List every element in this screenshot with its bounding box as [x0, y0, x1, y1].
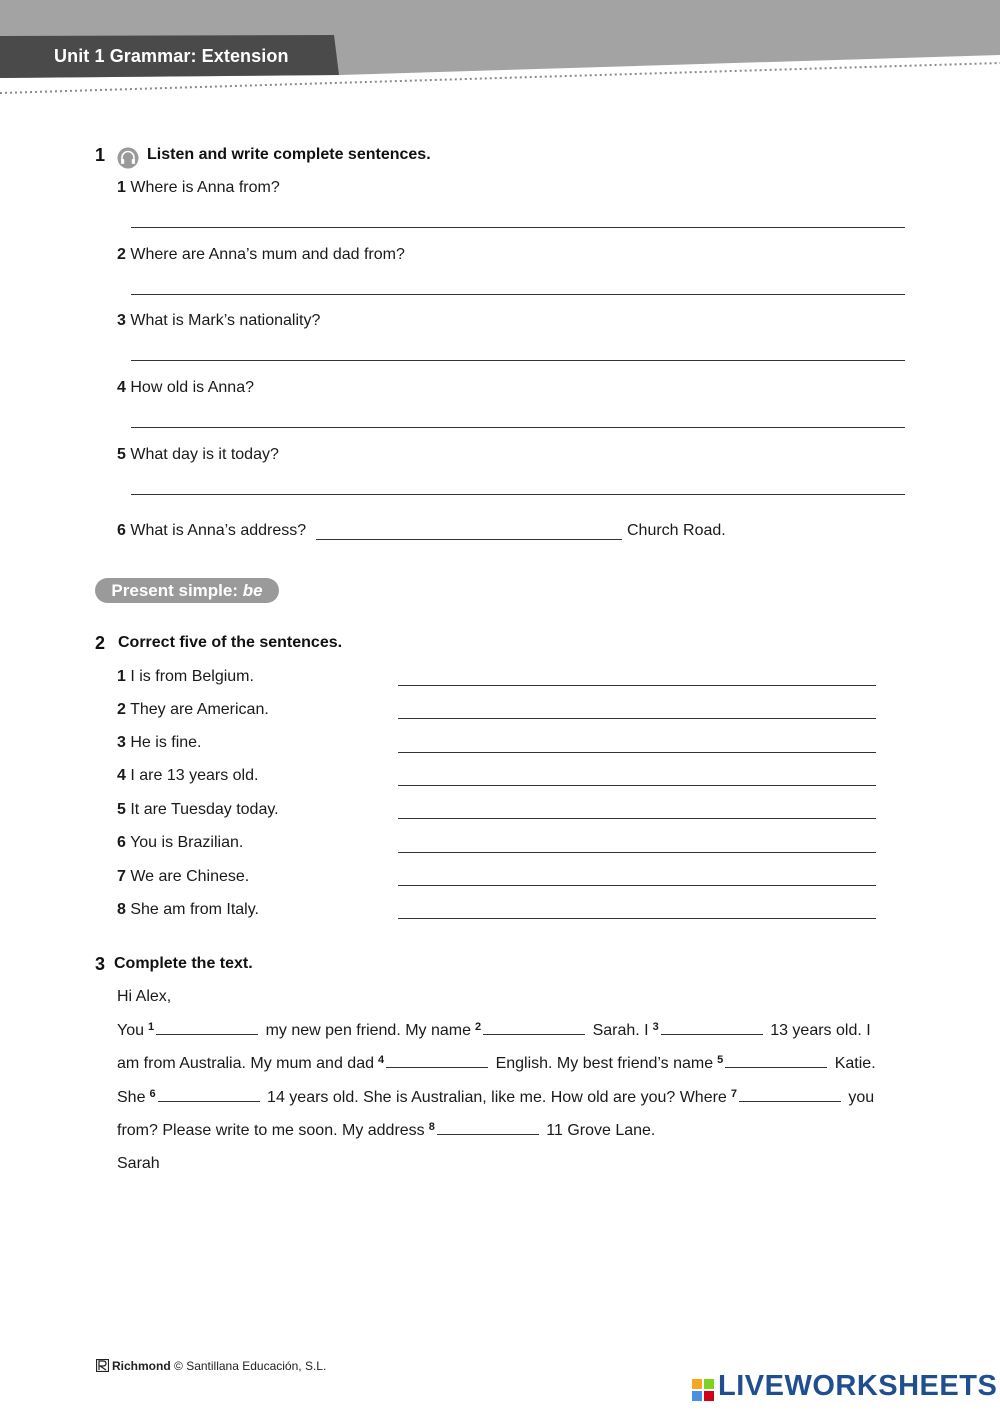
correction-line-2[interactable]: [398, 718, 876, 719]
exercise-1-number: 1: [95, 145, 106, 165]
answer-line-1[interactable]: [131, 227, 905, 228]
correction-line-7[interactable]: [398, 885, 876, 886]
exercise-2-number: 2: [95, 633, 106, 653]
answer-line-6[interactable]: [316, 539, 622, 540]
exercise-3-number: 3: [95, 954, 106, 974]
gap-1[interactable]: [156, 1033, 258, 1035]
correction-line-4[interactable]: [398, 785, 876, 786]
headphones-icon: [117, 147, 139, 169]
answer-line-2[interactable]: [131, 294, 905, 295]
letter-greeting: Hi Alex,: [117, 988, 172, 1005]
sentence-5: 5 It are Tuesday today.: [117, 801, 279, 818]
letter-line-4: from? Please write to me soon. My address $^8$ 11 Grove Lane.: [117, 1121, 656, 1139]
correction-line-8[interactable]: [398, 918, 876, 919]
sentence-7: 7 We are Chinese.: [117, 868, 250, 885]
question-1: 1 Where is Anna from?: [117, 179, 280, 196]
sentence-4: 4 I are 13 years old.: [117, 767, 259, 784]
sentence-1: 1 I is from Belgium.: [117, 668, 254, 685]
question-6-suffix: Church Road.: [627, 522, 726, 539]
question-3: 3 What is Mark’s nationality?: [117, 312, 321, 329]
gap-2[interactable]: [483, 1033, 585, 1035]
exercise-1-title: Listen and write complete sentences.: [147, 146, 431, 163]
page-title: Unit 1 Grammar: Extension: [54, 46, 289, 66]
question-2: 2 Where are Anna’s mum and dad from?: [117, 246, 405, 263]
correction-line-5[interactable]: [398, 818, 876, 819]
question-4: 4 How old is Anna?: [117, 379, 254, 396]
gap-5[interactable]: [725, 1066, 827, 1068]
letter-line-1: You $^1$ my new pen friend. My name $^2$ Sarah. I $^3$ 13 years old. I: [117, 1021, 871, 1039]
gap-7[interactable]: [739, 1100, 841, 1102]
question-6: 6 What is Anna’s address?: [117, 522, 307, 539]
gap-8[interactable]: [437, 1133, 539, 1135]
richmond-logo-icon: [96, 1359, 109, 1372]
sentence-2: 2 They are American.: [117, 701, 269, 718]
letter-line-3: She $^6$ 14 years old. She is Australian, like me. How old are you? Where $^7$ you: [117, 1088, 875, 1106]
exercise-2-title: Correct five of the sentences.: [118, 634, 343, 651]
liveworksheets-logo-icon: [692, 1373, 716, 1407]
sentence-3: 3 He is fine.: [117, 734, 202, 751]
gap-6[interactable]: [158, 1100, 260, 1102]
correction-line-6[interactable]: [398, 852, 876, 853]
answer-line-5[interactable]: [131, 494, 905, 495]
gap-4[interactable]: [386, 1066, 488, 1068]
question-5: 5 What day is it today?: [117, 446, 279, 463]
exercise-3-title: Complete the text.: [114, 955, 253, 972]
gap-3[interactable]: [661, 1033, 763, 1035]
watermark: LIVEWORKSHEETS: [718, 1370, 998, 1402]
answer-line-3[interactable]: [131, 360, 905, 361]
section-heading: Present simple: be: [95, 578, 279, 603]
letter-line-2: am from Australia. My mum and dad $^4$ English. My best friend’s name $^5$ Katie.: [117, 1054, 876, 1072]
sentence-6: 6 You is Brazilian.: [117, 834, 244, 851]
correction-line-3[interactable]: [398, 752, 876, 753]
answer-line-4[interactable]: [131, 427, 905, 428]
footer-copyright: Richmond © Santillana Educación, S.L.: [96, 1359, 326, 1373]
sentence-8: 8 She am from Italy.: [117, 901, 259, 918]
letter-signoff: Sarah: [117, 1155, 160, 1172]
correction-line-1[interactable]: [398, 685, 876, 686]
